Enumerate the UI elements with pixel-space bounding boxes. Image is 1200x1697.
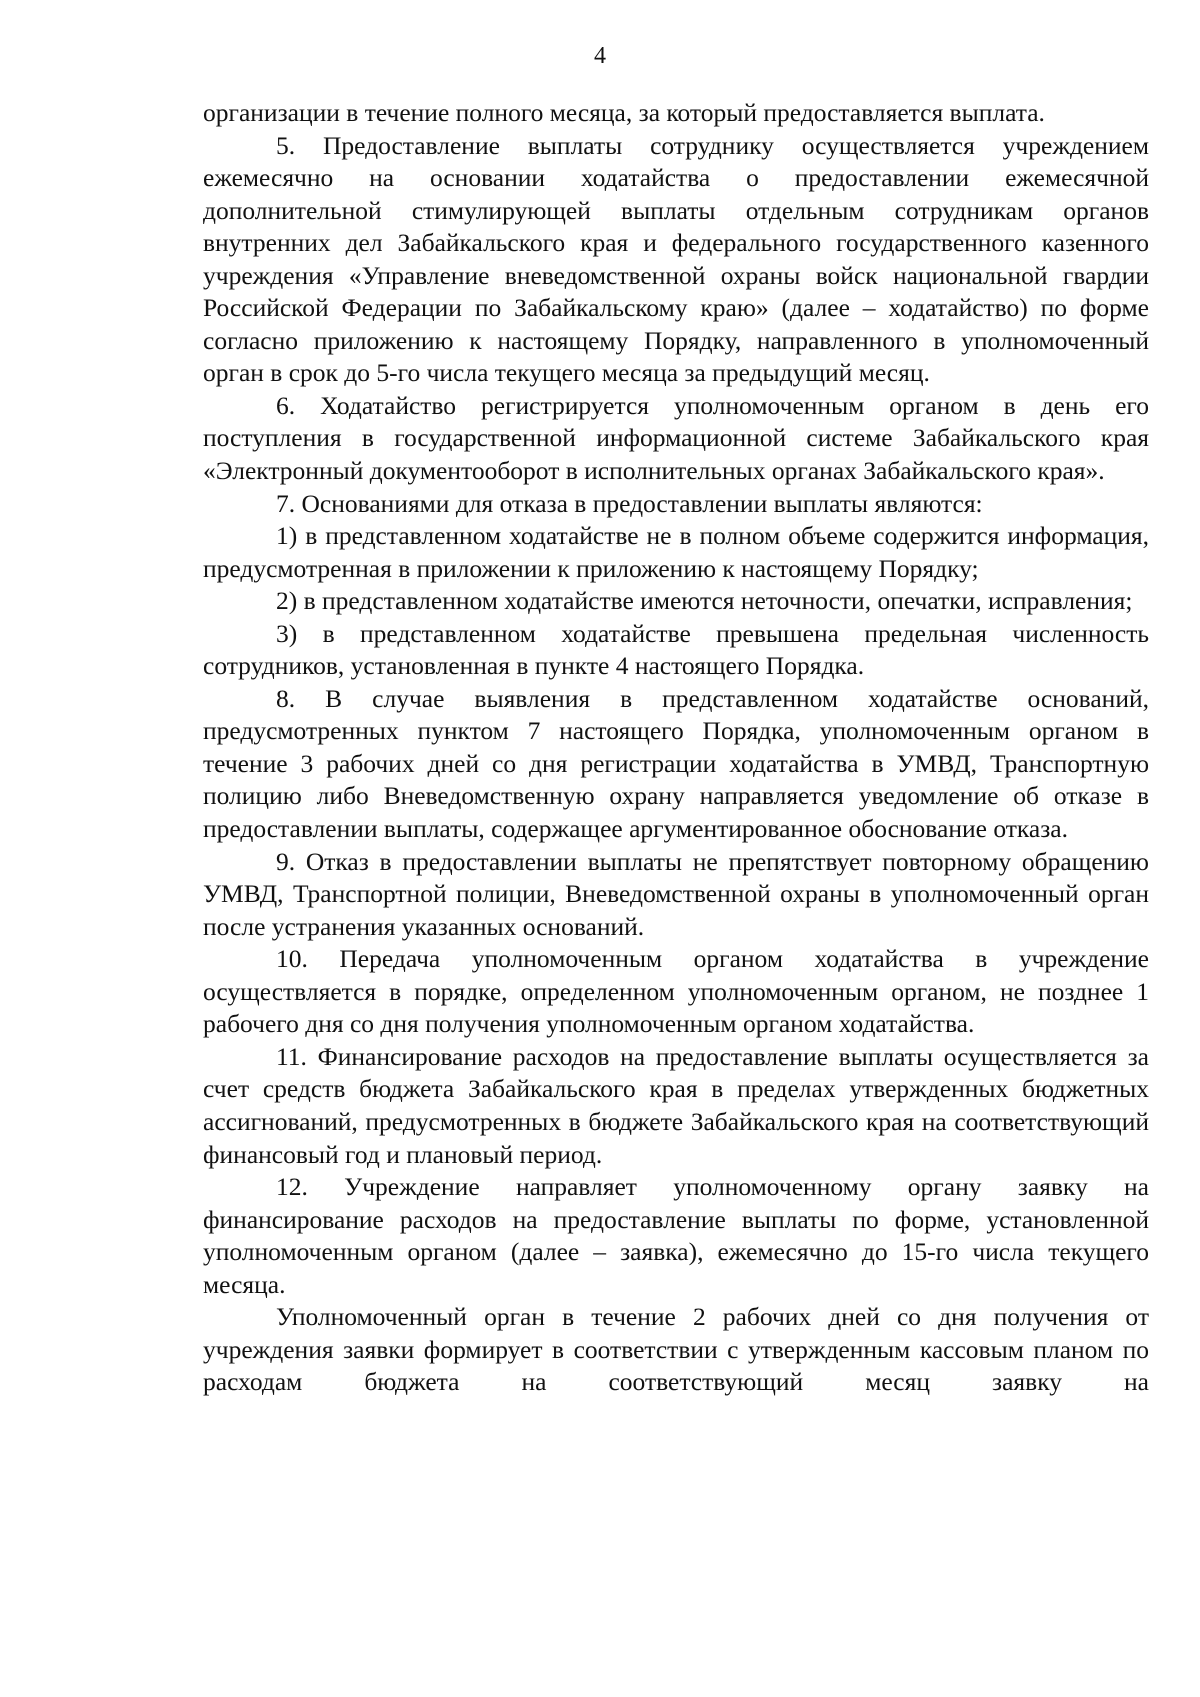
paragraph-continuation: организации в течение полного месяца, за который предоставляется выплата. <box>203 98 1045 127</box>
paragraph-item-10: 10. Передача уполномоченным органом ходатайства в учреждение осуществляется в порядке, определенном уполномоченным органом, не позднее 1 рабочего дня со дня получения уполномоченным органом ходатайства. <box>203 944 1149 1039</box>
paragraph-item-6: 6. Ходатайство регистрируется уполномоченным органом в день его поступления в государственной информационной системе Забайкальского края «Электронный документооборот в исполнительных органах Забайкальского края». <box>203 390 1149 486</box>
page-number: 4 <box>594 43 606 69</box>
paragraph-item-7: 7. Основаниями для отказа в предоставлении выплаты являются: <box>276 488 983 518</box>
paragraph-item-12-continued: Уполномоченный орган в течение 2 рабочих дней со дня получения от учреждения заявки формирует в соответствии с утвержденным кассовым планом по расходам бюджета на соответствующий месяц заявку на <box>203 1302 1149 1397</box>
paragraph-item-5: 5. Предоставление выплаты сотруднику осуществляется учреждением ежемесячно на основании ходатайства о предоставлении ежемесячной дополнительной стимулирующей выплаты отдельным сотрудникам органов внутренних дел Забайкальского края и федерального государственного казенного учреждения «Управление вневедомственной охраны войск национальной гвардии Российской Федерации по Забайкальскому краю» (далее – ходатайство) по форме согласно приложению к настоящему Порядку, направленного в уполномоченный орган в срок до 5-го числа текущего месяца за предыдущий месяц. <box>203 130 1149 388</box>
paragraph-subitem-2: 2) в представленном ходатайстве имеются неточности, опечатки, исправления; <box>276 586 1133 616</box>
paragraph-subitem-1: 1) в представленном ходатайстве не в полном объеме содержится информация, предусмотренная в приложении к приложению к настоящему Порядку; <box>203 521 1149 583</box>
document-body <box>203 97 1149 1399</box>
paragraph-item-11: 11. Финансирование расходов на предоставление выплаты осуществляется за счет средств бюджета Забайкальского края в пределах утвержденных бюджетных ассигнований, предусмотренных в бюджете Забайкальского края на соответствующий финансовый год и плановый период. <box>203 1041 1149 1169</box>
paragraph-item-8: 8. В случае выявления в представленном ходатайстве оснований, предусмотренных пунктом 7 настоящего Порядка, уполномоченным органом в течение 3 рабочих дней со дня регистрации ходатайства в УМВД, Транспортную полицию либо Вневедомственную охрану направляется уведомление об отказе в предоставлении выплаты, содержащее аргументированное обоснование отказа. <box>203 683 1149 844</box>
paragraph-item-9: 9. Отказ в предоставлении выплаты не препятствует повторному обращению УМВД, Транспортной полиции, Вневедомственной охраны в уполномоченный орган после устранения указанных оснований. <box>203 846 1149 941</box>
paragraph-item-12: 12. Учреждение направляет уполномоченному органу заявку на финансирование расходов на предоставление выплаты по форме, установленной уполномоченным органом (далее – заявка), ежемесячно до 15-го числа текущего месяца. <box>203 1172 1149 1299</box>
paragraph-subitem-3: 3) в представленном ходатайстве превышена предельная численность сотрудников, установленная в пункте 4 настоящего Порядка. <box>203 618 1149 681</box>
